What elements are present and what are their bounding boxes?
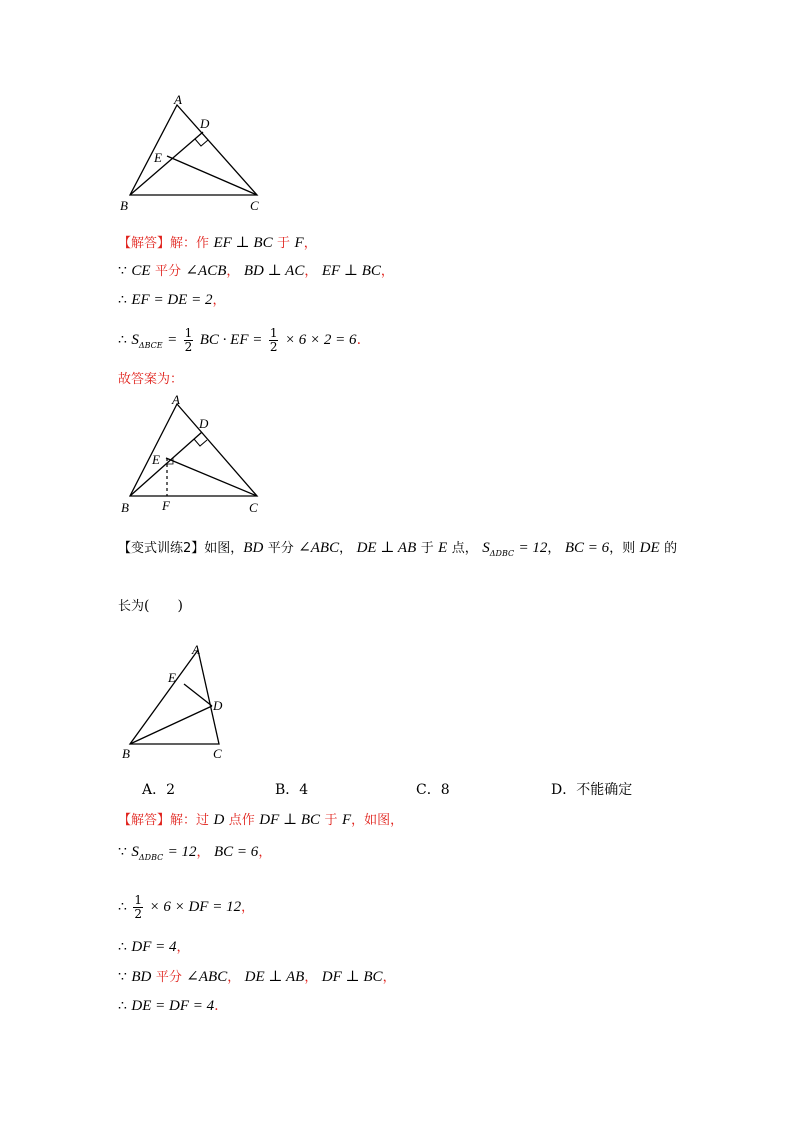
label-b: B (120, 198, 128, 213)
label-e: E (154, 150, 162, 165)
option-c[interactable]: C．8 (416, 782, 450, 798)
solution2-line2: ∵ $S_{\Delta DBC} = 12$， BC = 6， (118, 844, 272, 862)
label-d: D (213, 698, 223, 713)
label-c: C (249, 500, 258, 515)
option-d[interactable]: D．不能确定 (551, 782, 633, 798)
label-a: A (174, 92, 182, 107)
problem-line1: 【变式训练2】如图，BD 平分 ∠ABC， DE ⊥ AB 于 E 点， $S_{\Delta DBC} = 12$， BC = 6，则 DE 的 (118, 540, 678, 558)
fraction-half: $\frac{1}{2}$ (269, 325, 278, 354)
option-b[interactable]: B．4 (275, 782, 309, 798)
figure-triangle-1 (110, 90, 280, 215)
problem-tag: 【变式训练2】如图， (118, 541, 244, 556)
label-a: A (172, 392, 180, 407)
answer-tag: 【解答】 (118, 236, 171, 251)
label-f: F (162, 498, 170, 513)
answer-blank: ( ) (144, 598, 183, 614)
label-d: D (200, 116, 210, 131)
problem-line2: 长为( ) (118, 598, 183, 614)
label-c: C (213, 746, 222, 761)
answer-label: 故答案为： (118, 372, 184, 387)
solution2-line6: ∴ DE = DF = 4. (118, 998, 219, 1014)
figure-triangle-3 (115, 640, 245, 765)
fraction-half: $\frac{1}{2}$ (134, 892, 143, 921)
label-b: B (121, 500, 129, 515)
solution1-line2: ∵ CE 平分 ∠ACB， BD ⊥ AC， EF ⊥ BC， (118, 263, 394, 279)
label-b: B (122, 746, 130, 761)
label-e: E (152, 452, 160, 467)
label-e: E (168, 670, 176, 685)
label-c: C (250, 198, 259, 213)
label-a: A (192, 642, 200, 657)
answer-tag: 【解答】 (118, 813, 171, 828)
figure-triangle-2 (110, 390, 280, 520)
solution1-line3: ∴ EF = DE = 2， (118, 292, 226, 308)
solution1-line1: 【解答】解：作 EF ⊥ BC 于 F， (118, 235, 317, 251)
solution1-line4: ∴ $S_{\Delta BCE}$ = $\frac{1}{2}$ BC · EF = $\frac{1}{2}$ × 6 × 2 = 6. (118, 325, 362, 354)
solution2-line1: 【解答】解：过 D 点作 DF ⊥ BC 于 F，如图， (118, 812, 404, 828)
solution2-line5: ∵ BD 平分 ∠ABC， DE ⊥ AB， DF ⊥ BC， (118, 969, 396, 985)
solution2-line4: ∴ DF = 4， (118, 939, 190, 955)
fraction-half: $\frac{1}{2}$ (184, 325, 193, 354)
option-a[interactable]: A．2 (142, 782, 176, 798)
solution2-line3: ∴ $\frac{1}{2}$ × 6 × DF = 12， (118, 892, 255, 921)
label-d: D (199, 416, 209, 431)
